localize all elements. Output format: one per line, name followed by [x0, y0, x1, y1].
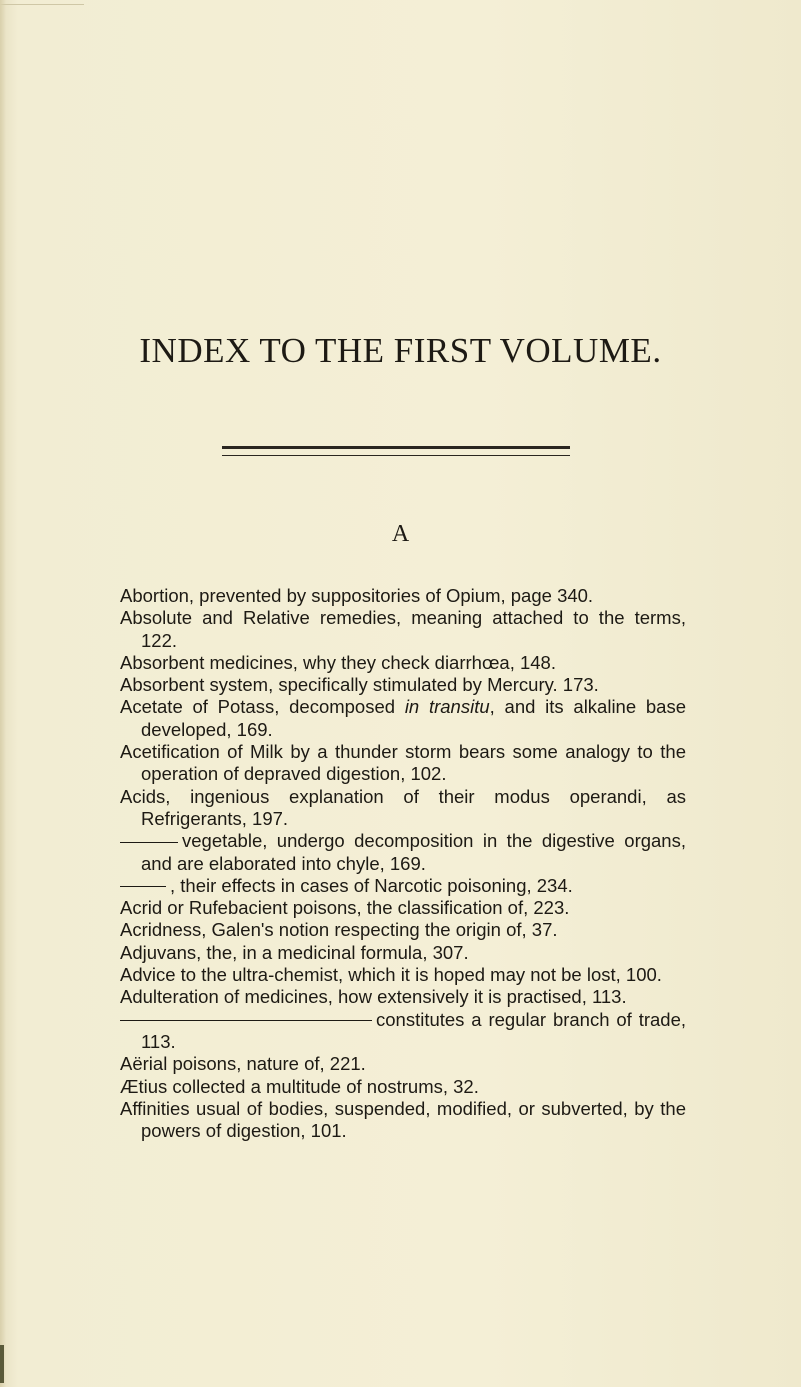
index-entry: Aërial poisons, nature of, 221. [120, 1053, 366, 1075]
index-entry: Acetification of Milk by a thunder storm bears some analogy to the operation of depraved digestion, 102. [120, 741, 686, 785]
index-entry: Affinities usual of bodies, suspended, modified, or subverted, by the powers of digestion, 101. [120, 1097, 686, 1142]
index-entries [120, 585, 686, 1142]
index-entry: Acrid or Rufebacient poisons, the classification of, 223. [120, 897, 570, 919]
page-edge-shadow [0, 0, 6, 1387]
edge-mark [0, 1345, 4, 1383]
index-entry: Absorbent system, specifically stimulated by Mercury. 173. [120, 674, 599, 696]
index-entry: Acetate of Potass, decomposed in transitu, and its alkaline base developed, 169. [120, 696, 687, 740]
index-entry: Acids, ingenious explanation of their modus operandi, as Refrigerants, 197. [120, 785, 686, 829]
index-entry: Abortion, prevented by suppositories of Opium, page 340. [120, 585, 594, 606]
index-title: INDEX TO THE FIRST VOLUME. [139, 331, 662, 371]
title-divider [222, 446, 570, 456]
index-subentry: constitutes a regular branch of trade, 113. [120, 1009, 686, 1054]
index-entry: Acridness, Galen's notion respecting the origin of, 37. [120, 919, 558, 941]
top-edge-rule [0, 0, 84, 5]
index-entry: Adjuvans, the, in a medicinal formula, 307. [120, 941, 469, 963]
index-subentry: , their effects in cases of Narcotic poisoning, 234. [120, 875, 686, 897]
index-entry: Adulteration of medicines, how extensively it is practised, 113. [120, 986, 627, 1008]
ditto-dash [120, 1020, 372, 1021]
index-subentry: vegetable, undergo decomposition in the digestive organs, and are elaborated into chyle, 169. [120, 830, 686, 875]
ditto-dash [120, 886, 166, 887]
section-letter: A [391, 521, 410, 547]
ditto-dash [120, 842, 178, 843]
index-entry: Advice to the ultra-chemist, which it is hoped may not be lost, 100. [120, 964, 662, 986]
index-entry: Absolute and Relative remedies, meaning attached to the terms, 122. [120, 607, 686, 651]
index-entry: Ætius collected a multitude of nostrums, 32. [120, 1075, 479, 1097]
index-entry: Absorbent medicines, why they check diarrhœa, 148. [120, 651, 556, 673]
